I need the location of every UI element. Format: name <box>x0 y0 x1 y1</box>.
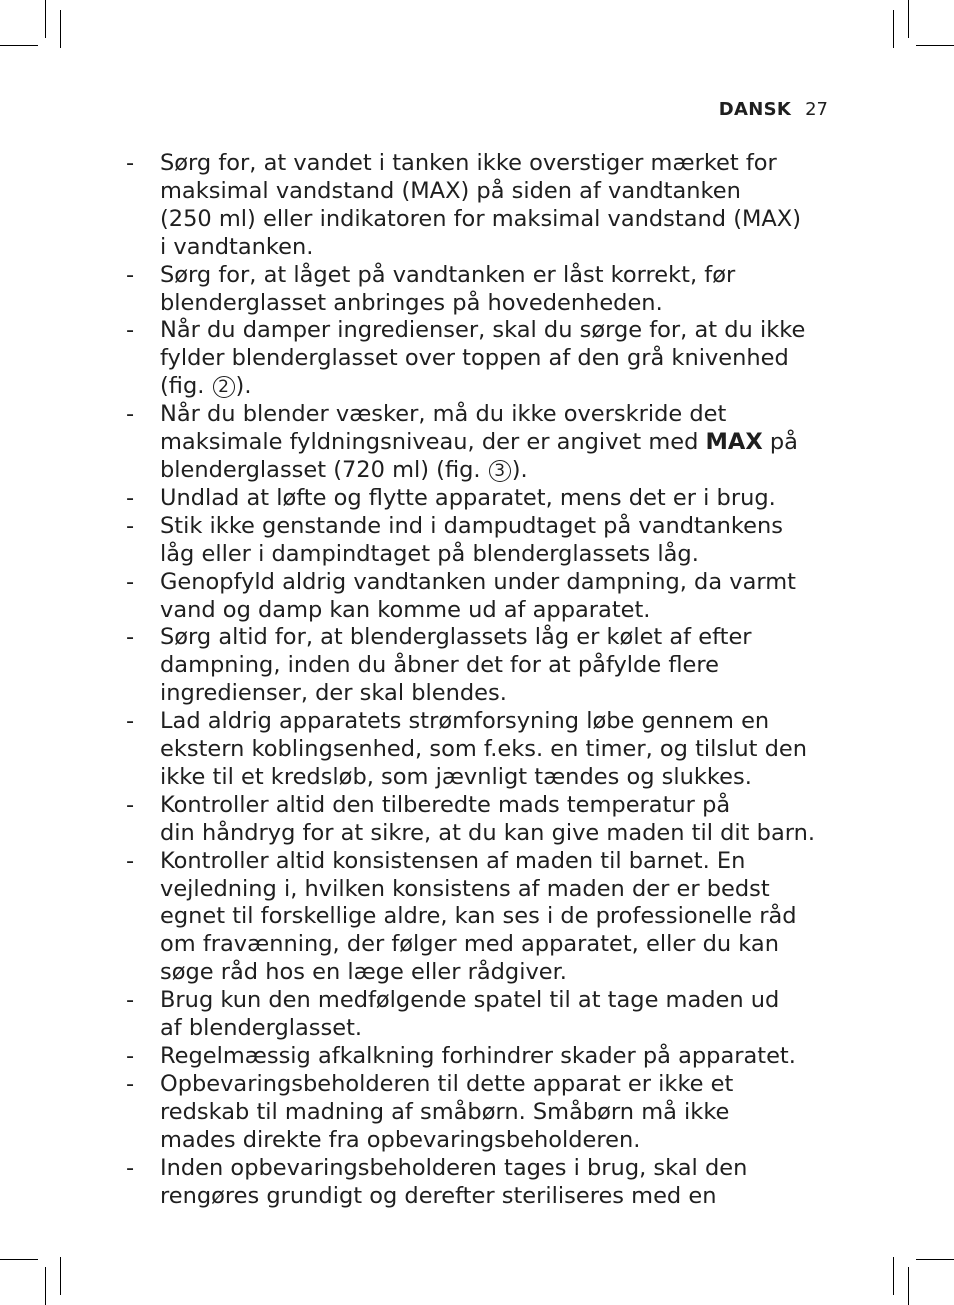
bullet-dash: - <box>126 987 135 1014</box>
text-segment: ingredienser, der skal blendes. <box>160 680 507 707</box>
bullet-item <box>0 624 954 708</box>
text-segment: Genopfyld aldrig vandtanken under dampning, da varmt <box>160 568 796 595</box>
bullet-line <box>160 680 834 708</box>
bullet-line <box>160 1155 834 1183</box>
crop-mark <box>908 1267 909 1305</box>
bullet-line <box>160 234 834 262</box>
text-segment: blenderglasset (720 ml) (fig. <box>160 456 488 483</box>
bullet-dash: - <box>126 261 135 288</box>
text-segment: mades direkte fra opbevaringsbeholderen. <box>160 1126 641 1153</box>
text-segment: blenderglasset anbringes på hovedenheden. <box>160 289 663 316</box>
bullet-line <box>160 1015 834 1043</box>
text-segment: Kontroller altid konsistensen af maden til barnet. En <box>160 847 746 874</box>
bullet-line <box>160 597 834 625</box>
text-segment: (250 ml) eller indikatoren for maksimal vandstand (MAX) <box>160 205 801 232</box>
bullet-item <box>0 569 954 625</box>
bullet-line <box>160 150 834 178</box>
crop-mark <box>916 1259 954 1260</box>
bullet-line <box>160 1071 834 1099</box>
text-segment: Kontroller altid den tilberedte mads temperatur på <box>160 791 731 818</box>
bullet-dash: - <box>126 1070 135 1097</box>
bullet-item <box>0 1071 954 1155</box>
text-segment: ). <box>235 373 252 400</box>
text-segment: Stik ikke genstande ind i dampudtaget på vandtankens <box>160 512 783 539</box>
text-segment: egnet til forskellige aldre, kan ses i de professionelle råd <box>160 903 797 930</box>
bullet-line <box>160 373 834 401</box>
bullet-line <box>160 903 834 931</box>
bullet-dash: - <box>126 401 135 428</box>
bullet-line <box>160 987 834 1015</box>
text-segment: Når du blender væsker, må du ikke overskride det <box>160 401 727 428</box>
text-segment: (fig. <box>160 373 212 400</box>
text-segment: ikke til et kredsløb, som jævnligt tændes og slukkes. <box>160 763 752 790</box>
bullet-line <box>160 429 834 457</box>
bullet-dash: - <box>126 1043 135 1069</box>
bullet-line <box>160 959 834 987</box>
bullet-dash: - <box>126 708 135 735</box>
bullet-line <box>160 736 834 764</box>
bullet-line <box>160 708 834 736</box>
bullet-line <box>160 485 834 513</box>
bullet-dash: - <box>126 317 135 344</box>
text-segment: din håndryg for at sikre, at du kan give maden til dit barn. <box>160 819 815 846</box>
bullet-item <box>0 1155 954 1211</box>
bullet-item <box>0 987 954 1043</box>
text-segment: Sørg altid for, at blenderglassets låg er kølet af efter <box>160 624 752 651</box>
text-segment: Når du damper ingredienser, skal du sørge for, at du ikke <box>160 317 806 344</box>
crop-mark <box>0 45 38 46</box>
bullet-line <box>160 290 834 318</box>
bullet-line <box>160 848 834 876</box>
bullet-line <box>160 624 834 652</box>
text-segment: maksimale fyldningsniveau, der er angivet med <box>160 429 706 456</box>
bold-text: MAX <box>705 429 763 456</box>
text-segment: ekstern koblingsenhed, som f.eks. en timer, og tilslut den <box>160 736 808 763</box>
bullet-line <box>160 820 834 848</box>
crop-mark <box>908 0 909 38</box>
page-header <box>719 99 828 121</box>
bullet-item <box>0 485 954 513</box>
text-segment: Brug kun den medfølgende spatel til at tage maden ud <box>160 987 780 1014</box>
text-segment: redskab til madning af småbørn. Småbørn må ikke <box>160 1098 730 1125</box>
bullet-line <box>160 513 834 541</box>
bullet-line <box>160 178 834 206</box>
text-segment: Sørg for, at låget på vandtanken er låst korrekt, før <box>160 261 736 288</box>
text-segment: Regelmæssig afkalkning forhindrer skader på apparatet. <box>160 1043 796 1069</box>
bullet-item <box>0 317 954 401</box>
crop-mark <box>893 1257 894 1295</box>
text-segment: fylder blenderglasset over toppen af den grå knivenhed <box>160 345 789 372</box>
bullet-dash: - <box>126 568 135 595</box>
bullet-line <box>160 262 834 290</box>
bullet-item <box>0 150 954 262</box>
text-segment: låg eller i dampindtaget på blenderglassets låg. <box>160 540 699 567</box>
text-segment: Sørg for, at vandet i tanken ikke overstiger mærket for <box>160 150 777 176</box>
language-label: DANSK <box>718 99 792 120</box>
bullet-dash: - <box>126 484 135 511</box>
bullet-line <box>160 206 834 234</box>
bullet-line <box>160 764 834 792</box>
text-segment: søge råd hos en læge eller rådgiver. <box>160 959 567 986</box>
text-segment: om fravænning, der følger med apparatet, eller du kan <box>160 931 779 958</box>
safety-bullet-list <box>0 150 954 1210</box>
text-segment: Lad aldrig apparatets strømforsyning løbe gennem en <box>160 708 770 735</box>
bullet-line <box>160 931 834 959</box>
bullet-line <box>160 792 834 820</box>
text-segment: af blenderglasset. <box>160 1015 363 1042</box>
bullet-item <box>0 401 954 485</box>
text-segment: på <box>762 429 798 456</box>
bullet-line <box>160 652 834 680</box>
bullet-line <box>160 401 834 429</box>
figure-number-badge: 3 <box>489 460 511 482</box>
crop-mark <box>893 10 894 48</box>
bullet-dash: - <box>126 512 135 539</box>
text-segment: vand og damp kan komme ud af apparatet. <box>160 596 651 623</box>
bullet-item <box>0 513 954 569</box>
bullet-dash: - <box>126 150 135 176</box>
text-segment: Opbevaringsbeholderen til dette apparat er ikke et <box>160 1070 734 1097</box>
bullet-dash: - <box>126 791 135 818</box>
text-segment: ). <box>511 456 528 483</box>
bullet-dash: - <box>126 1154 135 1181</box>
bullet-line <box>160 1127 834 1155</box>
bullet-dash: - <box>126 624 135 651</box>
crop-mark <box>45 1267 46 1305</box>
text-segment: vejledning i, hvilken konsistens af maden der er bedst <box>160 875 770 902</box>
bullet-line <box>160 317 834 345</box>
crop-mark <box>916 45 954 46</box>
figure-number-badge: 2 <box>213 376 235 398</box>
bullet-line <box>160 1183 834 1211</box>
text-segment: i vandtanken. <box>160 233 314 260</box>
text-segment: rengøres grundigt og derefter steriliseres med en <box>160 1182 717 1209</box>
bullet-item <box>0 848 954 988</box>
bullet-item <box>0 1043 954 1071</box>
text-segment: maksimal vandstand (MAX) på siden af vandtanken <box>160 177 741 204</box>
bullet-line <box>160 541 834 569</box>
bullet-line <box>160 457 834 485</box>
crop-mark <box>0 1259 38 1260</box>
text-segment: Inden opbevaringsbeholderen tages i brug, skal den <box>160 1154 748 1181</box>
crop-mark <box>60 1257 61 1295</box>
crop-mark <box>60 10 61 48</box>
bullet-item <box>0 262 954 318</box>
text-segment: Undlad at løfte og flytte apparatet, mens det er i brug. <box>160 484 776 511</box>
bullet-item <box>0 792 954 848</box>
bullet-line <box>160 345 834 373</box>
bullet-item <box>0 708 954 792</box>
bullet-line <box>160 1043 834 1071</box>
bullet-line <box>160 876 834 904</box>
crop-mark <box>45 0 46 38</box>
bullet-line <box>160 1099 834 1127</box>
bullet-line <box>160 569 834 597</box>
bullet-dash: - <box>126 847 135 874</box>
text-segment: dampning, inden du åbner det for at påfylde flere <box>160 652 719 679</box>
page-number: 27 <box>805 99 828 120</box>
